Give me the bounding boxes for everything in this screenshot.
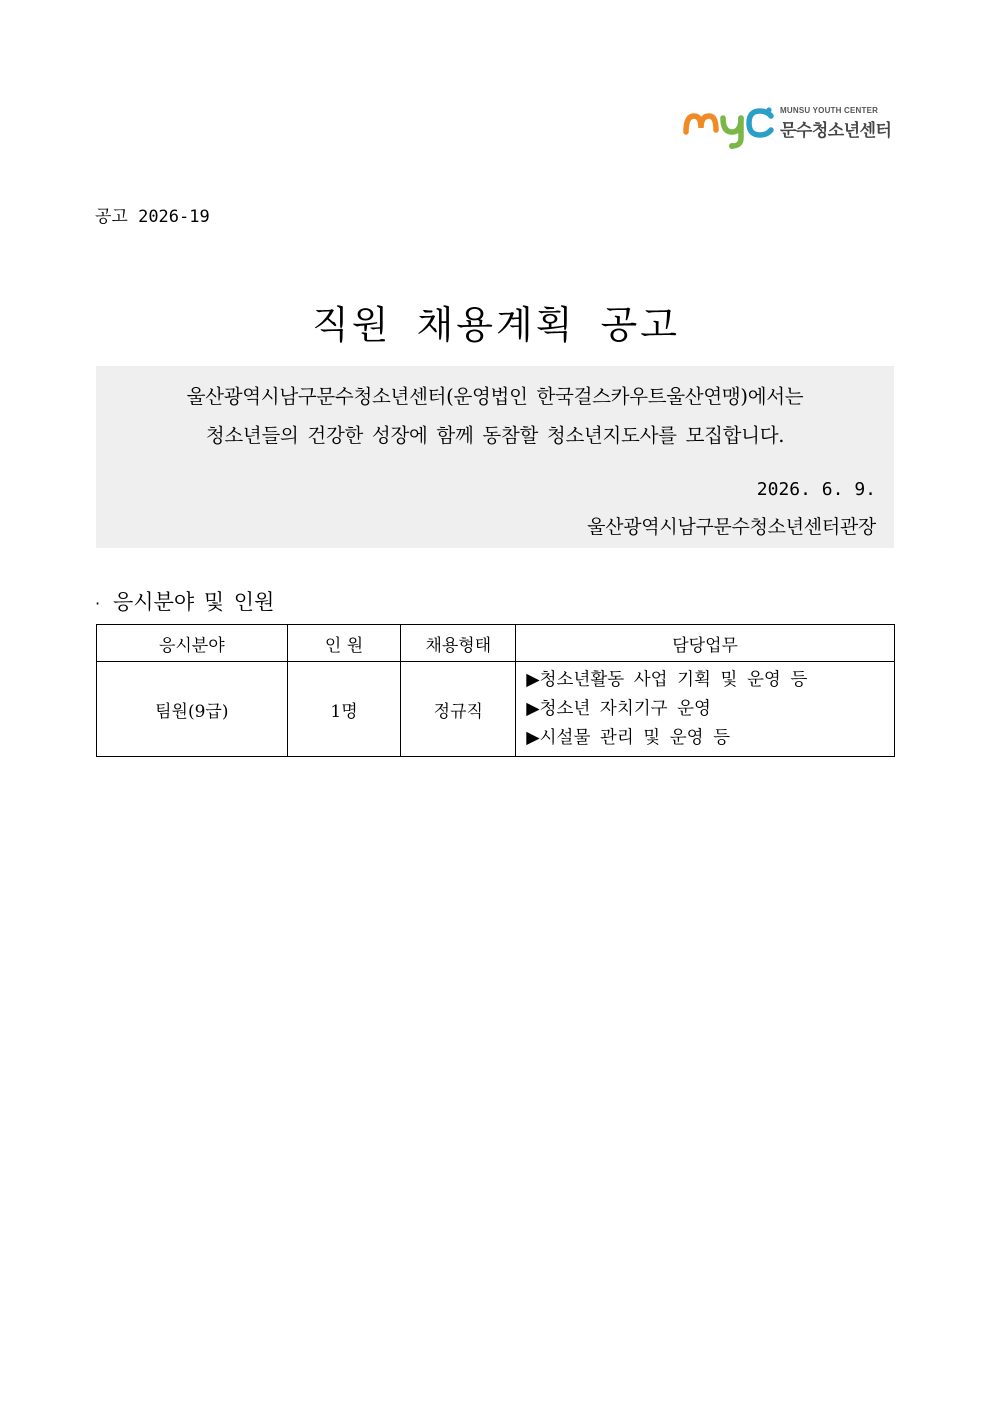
recruitment-table: [96, 624, 895, 757]
logo-korean-name: 문수청소년센터: [780, 121, 892, 141]
logo-english-name: MUNSU YOUTH CENTER: [780, 106, 879, 115]
cell-employment-type: 정규직: [401, 662, 516, 757]
bullet-icon: ·: [95, 594, 101, 613]
cell-duties: [516, 662, 895, 757]
header-headcount: 인 원: [287, 625, 401, 662]
notice-number: 공고 2026-19: [95, 207, 210, 227]
cell-headcount: 1명: [287, 662, 401, 757]
intro-box: [96, 366, 894, 548]
header-employment-type: 채용형태: [401, 625, 516, 662]
intro-line-1: 울산광역시남구문수청소년센터(운영법인 한국걸스카우트울산연맹)에서는: [186, 385, 804, 408]
table-header-row: [97, 625, 895, 662]
issuer-signature: 울산광역시남구문수청소년센터관장: [587, 516, 876, 538]
section-heading-text: 응시분야 및 인원: [113, 590, 275, 614]
table-row: [97, 662, 895, 757]
intro-line-2: 청소년들의 건강한 성장에 함께 동참할 청소년지도사를 모집합니다.: [205, 424, 785, 447]
duty-item: ▶청소년활동 사업 기획 및 운영 등: [526, 669, 808, 690]
myc-logo-mark-icon: [683, 106, 775, 150]
notice-date: 2026. 6. 9.: [756, 479, 876, 500]
center-logo: [683, 100, 893, 152]
page-title: 직원 채용계획 공고: [312, 303, 680, 347]
duty-item: ▶청소년 자치기구 운영: [526, 698, 711, 719]
cell-field: 팀원(9급): [97, 662, 288, 757]
duty-item: ▶시설물 관리 및 운영 등: [526, 727, 731, 748]
header-duties: 담당업무: [516, 625, 895, 662]
header-field: 응시분야: [97, 625, 288, 662]
section-heading: [95, 586, 274, 616]
